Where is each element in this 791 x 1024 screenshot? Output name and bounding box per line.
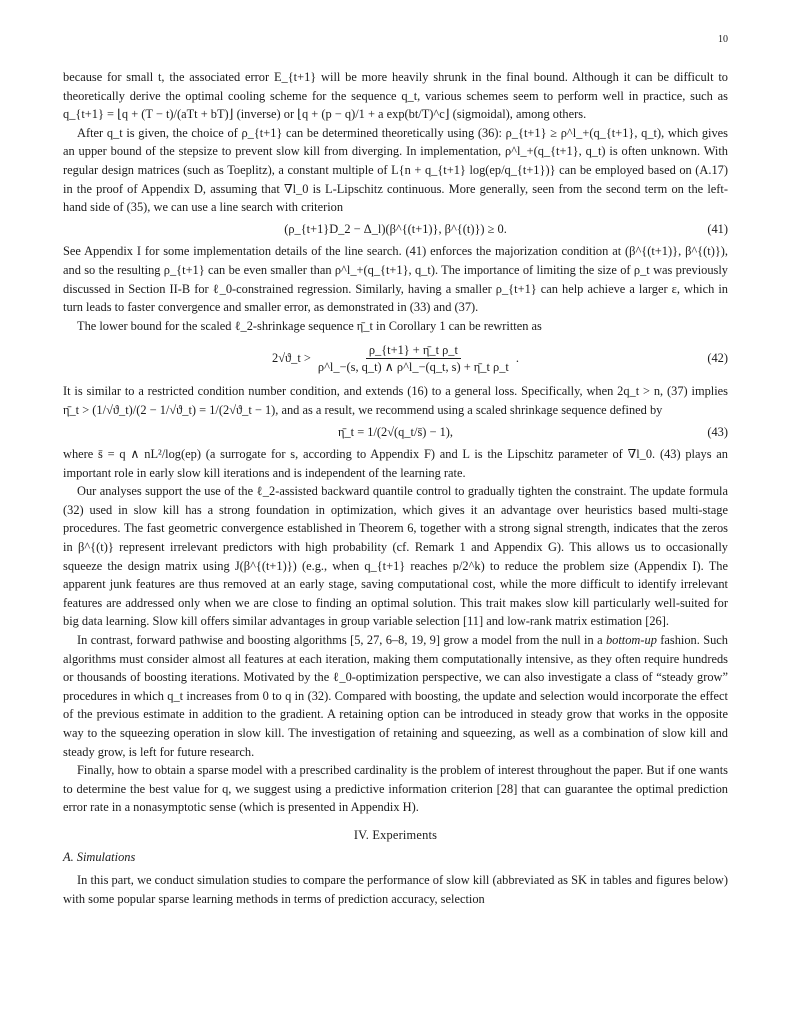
- equation-42-period: .: [515, 351, 519, 366]
- paragraph-condition-number: It is similar to a restricted condition number condition, and extends (16) to a general loss. Specifically, when 2q_t > n, (37) implies η̄_t > (1/√ϑ_t)/(2 − 1/√ϑ_t) = 1/(2√ϑ_t − 1), and as a result, we recommend using a scaled shrinkage sequence defined by: [63, 384, 728, 417]
- equation-43: [63, 423, 728, 442]
- paragraph-forward-pathwise-a: In contrast, forward pathwise and boosting algorithms [5, 27, 6–8, 19, 9] grow a model from the null in a: [77, 633, 606, 648]
- paper-body: [63, 68, 728, 908]
- equation-41-number: (41): [707, 221, 728, 236]
- equation-42-number: (42): [707, 351, 728, 366]
- equation-42-lhs: 2√ϑ_t >: [272, 351, 311, 366]
- equation-43-number: (43): [707, 424, 728, 439]
- equation-42-numerator: ρ_{t+1} + η̄_t ρ_t: [366, 342, 461, 359]
- paragraph-forward-pathwise-b: fashion. Such algorithms must consider almost all features at each iteration, making them computationally intensive, as they often require hundreds or thousands of boosting iterations. Motivated by the ℓ_0-optimization perspective, we can also investigate a class of “steady grow” procedures in which q_t increases from 0 to q in (32). Compared with boosting, the update and selection would incorporate the effect of the previous estimate in addition to the gradient. A retaining option can be introduced in steady grow that works in the opposite way to the squeezing operation in slow kill. The investigation of retaining and squeezing, as well as a combination of slow kill and steady grow, is left for future research.: [63, 633, 728, 759]
- paragraph-surrogate: where s̄ = q ∧ nL²/log(ep) (a surrogate for s, according to Appendix F) and L is the Lipschitz parameter of ∇l_0. (43) plays an important role in early slow kill iterations and is independent of the learning rate.: [63, 447, 728, 480]
- equation-41: [63, 220, 728, 239]
- equation-41-body: (ρ_{t+1}D_2 − Δ_l)(β^{(t+1)}, β^{(t)}) ≥ 0.: [284, 221, 507, 236]
- paragraph-cardinality: Finally, how to obtain a sparse model with a prescribed cardinality is the problem of interest throughout the paper. But if one wants to determine the best value for q, we suggest using a predictive information criterion [28] that can guarantee the optimal prediction error rate in a nonasymptotic sense (which is presented in Appendix H).: [63, 763, 728, 815]
- paragraph-simulations: In this part, we conduct simulation studies to compare the performance of slow kill (abbreviated as SK in tables and figures below) with some popular sparse learning methods in terms of prediction accuracy, selection: [63, 873, 728, 906]
- paragraph-lower-bound: The lower bound for the scaled ℓ_2-shrinkage sequence η̄_t in Corollary 1 can be rewritten as: [77, 318, 542, 333]
- equation-42: [63, 338, 728, 378]
- paragraph-forward-pathwise: [63, 631, 728, 761]
- equation-42-fraction: [315, 342, 512, 375]
- equation-43-body: η̄_t = 1/(2√(q_t/s̄) − 1),: [337, 424, 453, 439]
- page-number: 10: [718, 34, 728, 45]
- paragraph-line-search: See Appendix I for some implementation details of the line search. (41) enforces the majorization condition at (β^{(t+1)}, β^{(t)}), and so the resulting ρ_{t+1} can be even smaller than ρ^l_+(q_{t+1}, q_t). The importance of limiting the size of ρ_t was previously discussed in Section II-B for ℓ_0-constrained regression. Similarly, having a smaller ρ_{t+1} can help achieve a larger ε, which in turn leads to faster convergence and smaller error, as demonstrated in (33) and (37).: [63, 244, 728, 315]
- subsection-title-simulations: A. Simulations: [63, 849, 136, 864]
- equation-42-denominator: ρ^l_−(s, q_t) ∧ ρ^l_−(q_t, s) + η̄_t ρ_t: [317, 359, 509, 374]
- emphasis-bottom-up: bottom-up: [605, 633, 657, 648]
- paragraph-analyses: Our analyses support the use of the ℓ_2-assisted backward quantile control to gradually tighten the constraint. The update formula (32) used in slow kill has a strong foundation in optimization, which gives it an advantage over heuristics based multi-stage procedures. The fast geometric convergence established in Theorem 6, together with a strong signal strength, indicates that the zeros in β^{(t)} represent irrelevant predictors with high probability (cf. Remark 1 and Appendix G). This allows us to occasionally squeeze the design matrix using J(β^{(t+1)}) (e.g., when q_{t+1} reaches p/2^k) to reduce the problem size (Appendix I). The apparent junk features are thus removed at an early stage, saving computational cost, while the more difficult to identify irrelevant features are addressed only when we are close to finding an optimal solution. This trait makes slow kill particularly well-suited for big data learning. Slow kill offers similar advantages in group variable selection [11] and low-rank matrix estimation [26].: [63, 484, 728, 629]
- section-title-experiments: IV. Experiments: [353, 827, 438, 842]
- paragraph-cooling-scheme: because for small t, the associated error E_{t+1} will be more heavily shrunk in the final bound. Although it can be difficult to theoretically derive the optimal cooling scheme for the sequence q_t, various schemes seem to perform well in practice, such as q_{t+1} = ⌊q + (T − t)/(aTt + bT)⌋ (inverse) or ⌊q + (p − q)/1 + a exp(bt/T)^c⌋ (sigmoidal), among others.: [63, 70, 728, 122]
- paragraph-stepsize: After q_t is given, the choice of ρ_{t+1} can be determined theoretically using (36): ρ_{t+1} ≥ ρ^l_+(q_{t+1}, q_t), which gives an upper bound of the stepsize to prevent slow kill from diverging. In implementation, ρ^l_+(q_{t+1}, q_t) is often unknown. With regular design matrices (such as Toeplitz), a constant multiple of L{n + q_{t+1} log(ep/q_{t+1})} can be employed based on (A.17) in the proof of Appendix D, assuming that ∇l_0 is L-Lipschitz continuous. More generally, seen from the second term on the left-hand side of (35), we can use a line search with criterion: [63, 125, 728, 215]
